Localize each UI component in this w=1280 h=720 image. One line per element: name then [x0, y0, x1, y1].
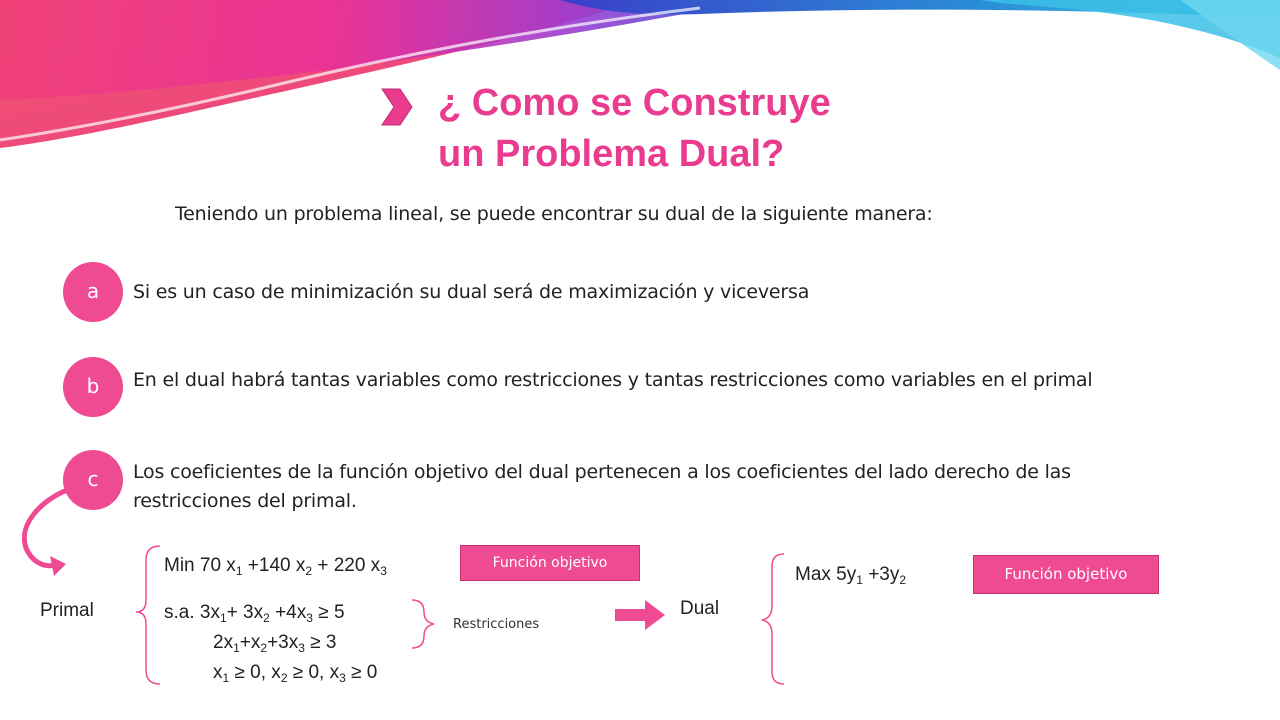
intro-text: Teniendo un problema lineal, se puede encontrar su dual de la siguiente manera: — [175, 203, 933, 225]
bullet-c-text: Los coeficientes de la función objetivo del dual pertenecen a los coeficientes del lado derecho de las restricciones del primal. — [133, 461, 1071, 512]
primal-label: Primal — [40, 600, 94, 621]
primal-constraint-2: $2x_1+x_2+3x_3 \ge 3$ — [213, 632, 337, 655]
title-line-2: un Problema Dual? — [438, 133, 785, 175]
dual-objective: Max $5y_1 +3y_2$ — [795, 564, 907, 587]
bullet-b-circle: b — [63, 357, 123, 417]
bullet-a-circle: a — [63, 262, 123, 322]
primal-nonnegativity: $x_1 \ge 0$, $x_2 \ge 0$, $x_3 \ge 0$ — [213, 662, 378, 685]
primal-constraint-1: s.a. $3x_1+ 3x_2 +4x_3 \ge 5$ — [164, 602, 345, 625]
dual-label: Dual — [680, 598, 720, 619]
primal-objective: Min 70 $x_1 +140$ $x_2 + 220$ $x_3$ — [164, 555, 387, 578]
right-arrow-icon — [615, 598, 667, 632]
dual-objective-tag: Función objetivo — [973, 555, 1159, 594]
bullet-a-text: Si es un caso de minimización su dual será de maximización y viceversa — [133, 281, 810, 303]
primal-objective-tag: Función objetivo — [460, 545, 640, 581]
restrictions-label: Restricciones — [453, 617, 540, 632]
bullet-c-circle: c — [63, 450, 123, 510]
bullet-b-text: En el dual habrá tantas variables como restricciones y tantas restricciones como variables en el primal — [133, 369, 1093, 391]
title-line-1: ¿ Como se Construye — [438, 82, 831, 124]
